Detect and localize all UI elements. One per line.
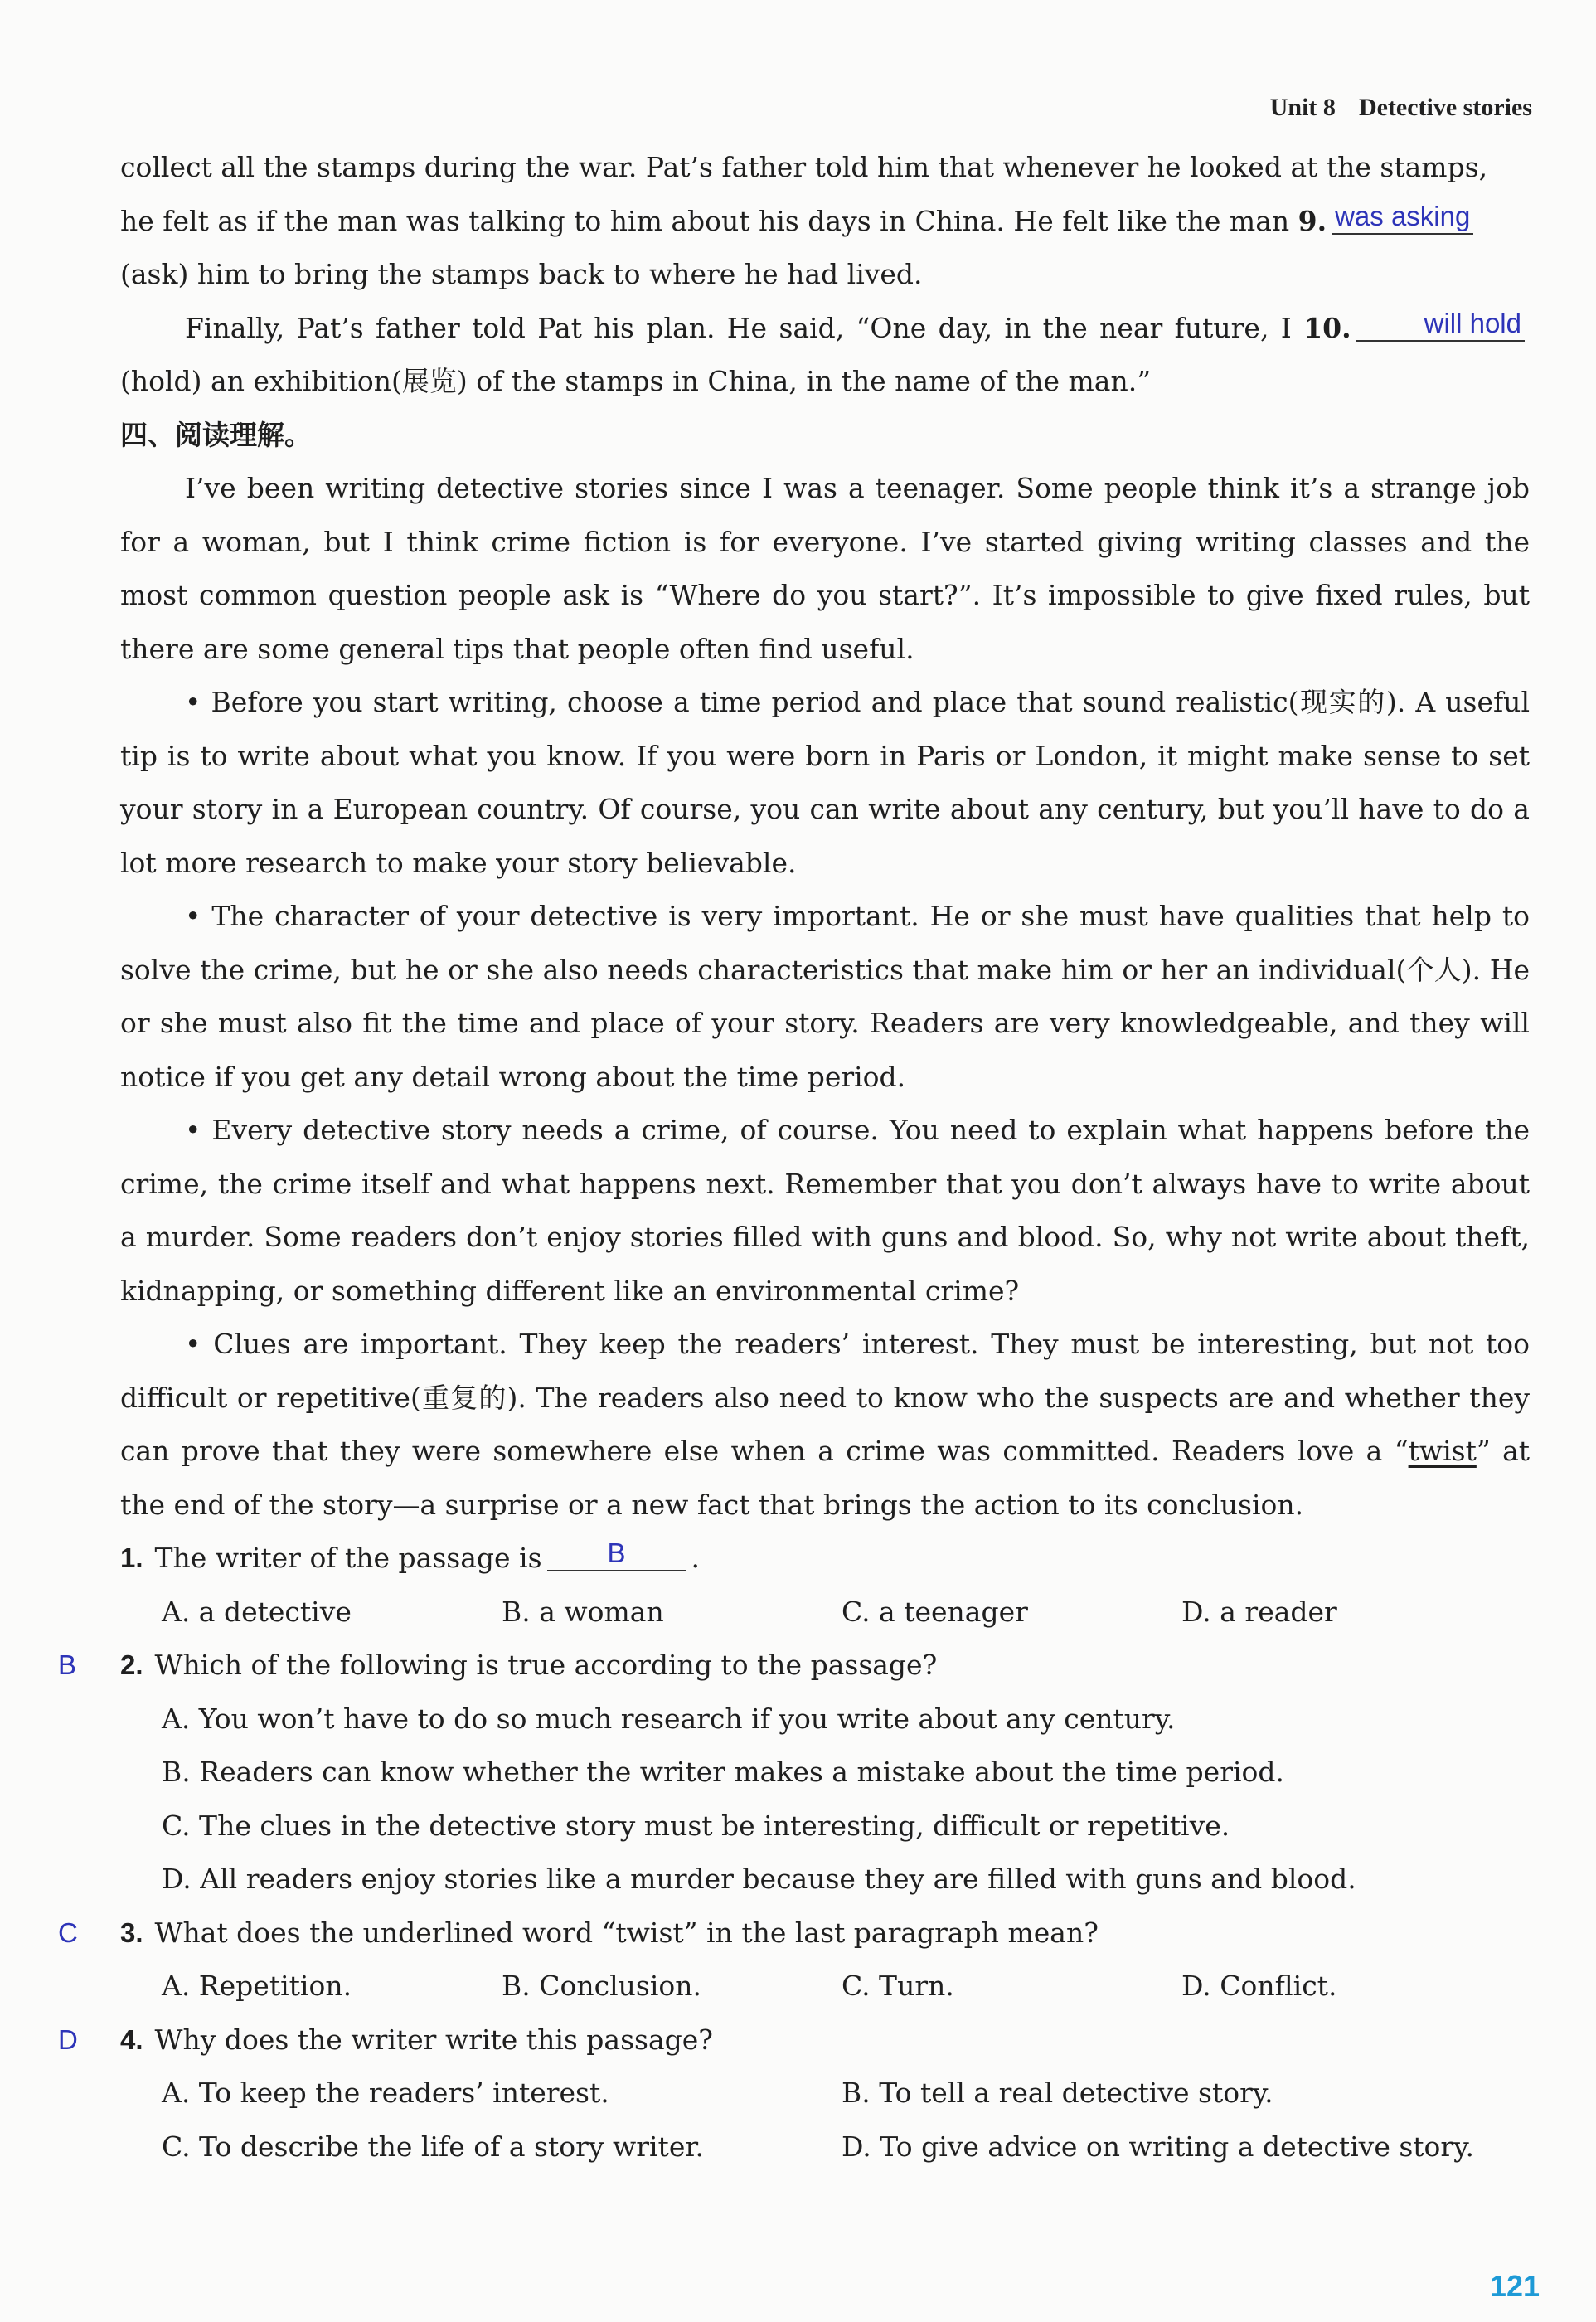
question-2-number: 2. <box>120 1649 143 1680</box>
option-d[interactable]: D. To give advice on writing a detective story. <box>842 2130 1474 2163</box>
option-b[interactable]: B. Conclusion. <box>502 1970 701 2002</box>
option-c[interactable]: C. a teenager <box>842 1595 1028 1628</box>
cloze-paragraph-2-text: Finally, Pat’s father told Pat his plan. He said, “One day, in the near future, I <box>185 311 1292 344</box>
question-4 <box>58 2014 1530 2067</box>
answer-mark-q2: B <box>58 1649 77 1680</box>
section-4-heading: 四、阅读理解。 <box>120 418 312 451</box>
cloze-line-3: (ask) him to bring the stamps back to where he had lived. <box>120 258 923 290</box>
option-c[interactable]: C. To describe the life of a story writer. <box>162 2130 704 2163</box>
underlined-word-twist: twist <box>1408 1435 1477 1467</box>
question-1-stem: The writer of the passage is <box>154 1542 542 1574</box>
passage-paragraph-5-text: • Clues are important. They keep the readers’ interest. They must be interesting, but not too difficult or repetitive(重复的). The readers also need to know who the suspects are and whether they can prove that they were somewhere else when a crime was committed. Readers love a “ <box>120 1328 1530 1467</box>
cloze-paragraph-2 <box>120 302 1530 409</box>
option-b[interactable]: B. a woman <box>502 1595 664 1628</box>
passage-paragraph-1: I’ve been writing detective stories since I was a teenager. Some people think it’s a strange job for a woman, but I think crime fiction is for everyone. I’ve started giving writing classes and the most common question people ask is “Where do you start?”. It’s impossible to give fixed rules, but there are some general tips that people often find useful. <box>120 472 1530 665</box>
unit-title: Detective stories <box>1358 94 1532 121</box>
option-a[interactable]: A. To keep the readers’ interest. <box>162 2077 609 2109</box>
passage-paragraph-4: • Every detective story needs a crime, of course. You need to explain what happens before the crime, the crime itself and what happens next. Remember that you don’t always have to write about a murder. Some readers don’t enjoy stories filled with guns and blood. So, why not write about theft, kidnapping, or something different like an environmental crime? <box>120 1114 1530 1307</box>
passage-paragraph-2: • Before you start writing, choose a time period and place that sound realistic(现实的). A useful tip is to write about what you know. If you were born in Paris or London, it might make sense to set your story in a European country. Of course, you can write about any century, but you’ll have to do a lot more research to make your story believable. <box>120 686 1530 879</box>
question-4-options-row-2 <box>120 2120 1530 2174</box>
question-4-number: 4. <box>120 2023 143 2055</box>
page-content <box>58 141 1531 2174</box>
option-c[interactable]: C. Turn. <box>842 1970 954 2002</box>
question-3-number: 3. <box>120 1916 143 1948</box>
answer-blank-10[interactable] <box>1356 309 1525 342</box>
question-4-stem: Why does the writer write this passage? <box>154 2023 713 2056</box>
unit-label: Unit 8 <box>1269 94 1336 121</box>
cloze-line-1: collect all the stamps during the war. Pat’s father told him that whenever he looked at the stamps, <box>120 151 1488 183</box>
running-header <box>1270 94 1532 122</box>
question-1-end: . <box>691 1542 701 1574</box>
option-b[interactable]: B. To tell a real detective story. <box>842 2077 1273 2109</box>
answer-mark-q4: D <box>58 2023 78 2055</box>
option-a[interactable]: A. Repetition. <box>162 1970 352 2002</box>
option-a[interactable]: A. You won’t have to do so much research if you write about any century. <box>162 1702 1176 1735</box>
question-2-stem: Which of the following is true according to the passage? <box>154 1649 938 1681</box>
passage-paragraph-5-end: ” at the end of the story—a surprise or a new fact that brings the action to its conclusion. <box>120 1435 1531 1521</box>
question-3 <box>58 1907 1530 1960</box>
question-9-number: 9. <box>1298 204 1327 237</box>
passage-paragraph-5 <box>120 1318 1530 1532</box>
question-3-stem: What does the underlined word “twist” in the last paragraph mean? <box>154 1916 1099 1949</box>
answer-10: will hold <box>1424 307 1521 338</box>
answer-9: was asking <box>1335 200 1471 231</box>
question-1-number: 1. <box>120 1542 143 1573</box>
answer-q1: B <box>607 1537 626 1568</box>
option-d[interactable]: D. Conflict. <box>1181 1970 1337 2002</box>
option-a[interactable]: A. a detective <box>162 1595 352 1628</box>
option-c[interactable]: C. The clues in the detective story must be interesting, difficult or repetitive. <box>162 1809 1230 1842</box>
option-d[interactable]: D. a reader <box>1181 1595 1337 1628</box>
answer-blank-9[interactable] <box>1332 202 1473 235</box>
question-3-options <box>120 1960 1530 2014</box>
answer-blank-q1[interactable] <box>547 1539 686 1571</box>
cloze-line-2 <box>120 195 1530 249</box>
option-d[interactable]: D. All readers enjoy stories like a murder because they are filled with guns and blood. <box>162 1863 1356 1895</box>
cloze-paragraph-2-end: (hold) an exhibition(展览) of the stamps in China, in the name of the man.” <box>120 365 1152 397</box>
answer-mark-q3: C <box>58 1916 78 1948</box>
question-4-options-row-1 <box>120 2067 1530 2120</box>
page-number: 121 <box>1489 2269 1540 2303</box>
question-10-number: 10. <box>1303 311 1351 344</box>
option-b[interactable]: B. Readers can know whether the writer makes a mistake about the time period. <box>162 1756 1284 1788</box>
question-1 <box>120 1532 1530 1586</box>
cloze-line-2-text: he felt as if the man was talking to him about his days in China. He felt like the man <box>120 204 1290 237</box>
question-2 <box>58 1639 1530 1693</box>
question-1-options <box>120 1586 1530 1639</box>
passage-paragraph-3: • The character of your detective is very important. He or she must have qualities that help to solve the crime, but he or she also needs characteristics that make him or her an individual(个人). He or she must also fit the time and place of your story. Readers are very knowledgeable, and they will notice if you get any detail wrong about the time period. <box>120 900 1530 1093</box>
